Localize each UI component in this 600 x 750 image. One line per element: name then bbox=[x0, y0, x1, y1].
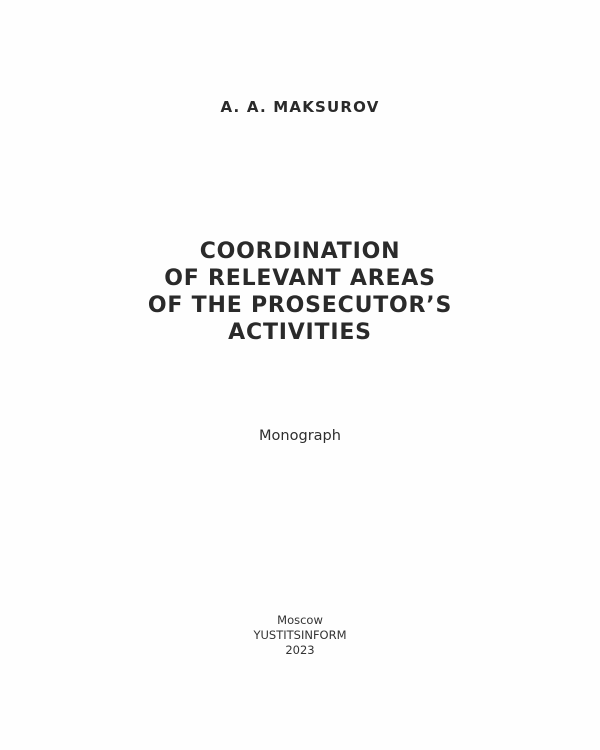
title-line: OF RELEVANT AREAS bbox=[164, 266, 436, 291]
title-line: OF THE PROSECUTOR’S bbox=[147, 293, 453, 318]
imprint bbox=[0, 613, 600, 658]
imprint-year: 2023 bbox=[285, 643, 315, 657]
book-title bbox=[0, 238, 600, 346]
imprint-publisher: YUSTITSINFORM bbox=[253, 628, 347, 642]
author-name: A. A. MAKSUROV bbox=[220, 98, 380, 116]
title-line: ACTIVITIES bbox=[228, 320, 372, 345]
title-line: COORDINATION bbox=[199, 239, 401, 264]
publication-type: Monograph bbox=[259, 428, 341, 444]
imprint-city: Moscow bbox=[277, 613, 323, 627]
